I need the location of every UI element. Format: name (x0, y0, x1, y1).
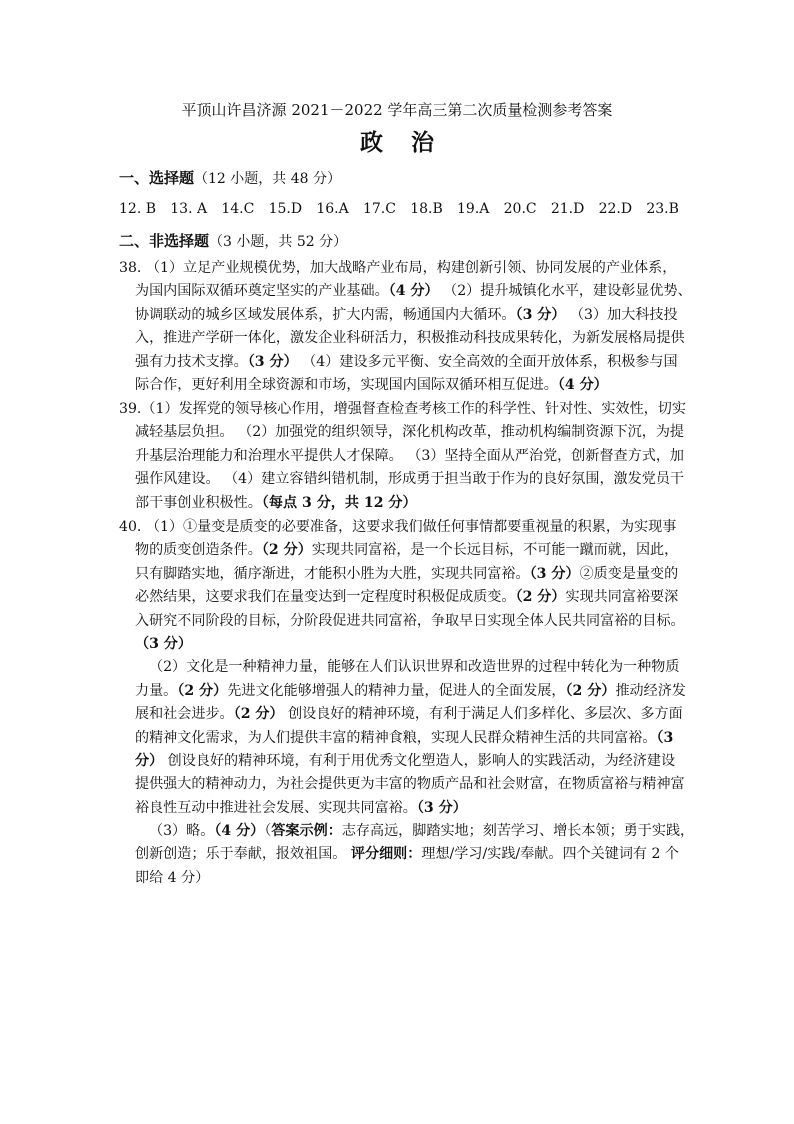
answer-text: 只有脚踏实地，循序渐进，才能积小胜为大胜，实现共同富裕。 (135, 565, 530, 582)
answer-item: 15.D (268, 201, 303, 217)
q38-line (119, 280, 692, 303)
section-open-note: （3 小题，共 52 分） (209, 234, 348, 250)
question-39-answer (119, 398, 686, 515)
answer-text: 裕良性互动中推进社会发展、实现共同富裕。 (135, 799, 417, 816)
answer-item: 19.A (457, 201, 490, 217)
answer-text: 创设良好的精神环境，有利于用优秀文化塑造人，影响人的实践活动，为经济建设 (163, 752, 676, 769)
answer-text: 必然结果，这要求我们在量变达到一定程度时积极促成质变。 (135, 589, 516, 606)
answer-item: 16.A (316, 201, 349, 217)
q40-line (119, 680, 686, 703)
score-label: （4 分） (557, 376, 608, 393)
q39-line: 强作风建设。 （4）建立容错纠错机制，形成勇于担当敢于作为的良好氛围，激发党员干 (135, 471, 685, 488)
score-label: （3 分） (529, 565, 580, 582)
answer-text: 实现共同富裕要深 (565, 589, 679, 606)
q40-line (119, 820, 695, 843)
q40-line (119, 703, 683, 726)
document-title: 平顶山许昌济源 2021－2022 学年高三第二次质量检测参考答案 (181, 101, 613, 119)
answer-item: 18.B (410, 201, 443, 217)
section-choice-note: （12 小题，共 48 分） (194, 171, 341, 187)
q39-line: 39.（1）发挥党的领导核心作用，增强督查检查考核工作的科学性、针对性、实效性，切实 (119, 401, 686, 417)
answer-text: 力量。 (135, 682, 178, 699)
q40-line (119, 539, 679, 562)
q40-line (119, 563, 679, 586)
answer-text: 强有力技术支撑。 (135, 353, 248, 370)
answer-text: 理想/学习/实践/奉献。四个关键词有 2 个 (421, 846, 680, 863)
answer-text: 物的质变创造条件。 (135, 542, 262, 559)
section-open-heading (119, 230, 347, 253)
answer-text: （2）提升城镇化水平，建设彰显优势、 (438, 283, 692, 300)
q38-line (119, 304, 679, 327)
question-38-answer (119, 257, 692, 397)
answer-text: 先进文化能够增强人的精神力量，促进人的全面发展， (227, 682, 566, 699)
section-choice-label: 一、选择题 (119, 169, 195, 187)
score-label: 分） (135, 752, 164, 769)
q40-line (119, 727, 679, 750)
score-label: （3 分） (416, 799, 467, 816)
section-choice-heading (119, 167, 341, 190)
answer-text: 际合作，更好利用全球资源和市场，实现国内国际双循环相互促进。 (135, 376, 558, 393)
score-label: （3 分） (515, 306, 566, 323)
q40-line: 即给 4 分） (135, 869, 210, 886)
answer-text: ②质变是量变的 (579, 565, 679, 582)
section-open-label: 二、非选择题 (119, 232, 210, 250)
answer-item: 14.C (221, 201, 255, 217)
q38-line: 入，推进产学研一体化，激发企业科研活力，积极推动科技成果转化，为新发展格局提供 (135, 330, 685, 347)
q39-line: 减轻基层负担。 （2）加强党的组织领导，深化机构改革，推动机构编制资源下沉，为提 (135, 424, 685, 441)
score-label: （3 分） (247, 353, 298, 370)
example-label: 答案示例： (271, 823, 342, 840)
answer-text: 的精神文化需求，为人们提供丰富的精神食粮，实现人民群众精神生活的共同富裕。 (135, 729, 657, 746)
answer-item: 17.C (362, 201, 396, 217)
q39-line (119, 492, 679, 515)
q38-line (119, 351, 679, 374)
answer-item: 20.C (503, 201, 537, 217)
answer-text: 实现共同富裕，是一个长远目标，不可能一蹴而就，因此， (311, 542, 679, 559)
answer-text: （ (264, 823, 272, 840)
choice-answers-row (119, 199, 679, 219)
score-label: （每点 3 分，共 12 分） (261, 494, 417, 511)
answer-item: 12. B (119, 201, 157, 217)
score-label: （2 分） (233, 706, 284, 723)
score-label: （2 分） (565, 682, 616, 699)
answer-text: 创新创造；乐于奉献，报效祖国。 (135, 846, 351, 863)
q40-line (119, 843, 679, 866)
answer-item: 21.D (550, 201, 585, 217)
q40-line: 40. （1）①量变是质变的必要准备，这要求我们做任何事情都要重视量的积累，为实现事 (119, 519, 677, 535)
score-label: （4 分） (388, 283, 439, 300)
answer-text: 志存高远，脚踏实地；刻苦学习、增长本领；勇于实践， (341, 823, 695, 840)
answer-text: 部干事创业积极性。 (135, 494, 262, 511)
q40-line: 提供强大的精神动力，为社会提供更为丰富的物质产品和社会财富，在物质富裕与精神富 (135, 776, 685, 793)
answer-text: 创设良好的精神环境，有利于满足人们多样化、多层次、多方面 (283, 706, 683, 723)
answer-text: （3）略。 (149, 823, 215, 840)
subject-title: 政 治 (359, 129, 444, 156)
score-label: （2 分） (177, 682, 228, 699)
answer-text: （3）加大科技投 (565, 306, 678, 323)
score-label: （3 分） (135, 635, 192, 652)
answer-text: 协调联动的城乡区域发展体系，扩大内需，畅通国内大循环。 (135, 306, 516, 323)
q38-line: 38. （1）立足产业规模优势，加大战略产业布局，构建创新引领、协同发展的产业体系， (119, 260, 677, 276)
q40-line: 入研究不同阶段的目标，分阶段促进共同富裕，争取早日实现全体人民共同富裕的目标。 (135, 612, 685, 629)
answer-text: （4）建设多元平衡、安全高效的全面开放体系，积极参与国 (297, 353, 678, 370)
question-40-answer (119, 516, 695, 890)
q40-line (119, 797, 679, 820)
answer-text: 为国内国际双循环奠定坚实的产业基础。 (135, 283, 389, 300)
answer-item: 22.D (598, 201, 633, 217)
rubric-label: 评分细则： (350, 846, 422, 863)
q40-line: （2）文化是一种精神力量，能够在人们认识世界和改造世界的过程中转化为一种物质 (149, 659, 680, 676)
q39-line: 升基层治理能力和治理水平提供人才保障。 （3）坚持全面从严治党，创新督查方式，加 (135, 447, 685, 464)
score-label: （2 分） (261, 542, 312, 559)
q40-line (119, 586, 679, 609)
answer-item: 23.B (646, 201, 679, 217)
answer-item: 13. A (170, 201, 208, 217)
score-label: （3 (656, 729, 674, 746)
q40-line (119, 750, 679, 773)
score-label: （2 分） (515, 589, 566, 606)
answer-text: 推动经济发 (615, 682, 686, 699)
score-label: （4 分） (214, 823, 265, 840)
answer-text: 展和社会进步。 (135, 706, 234, 723)
q38-line (119, 374, 679, 397)
